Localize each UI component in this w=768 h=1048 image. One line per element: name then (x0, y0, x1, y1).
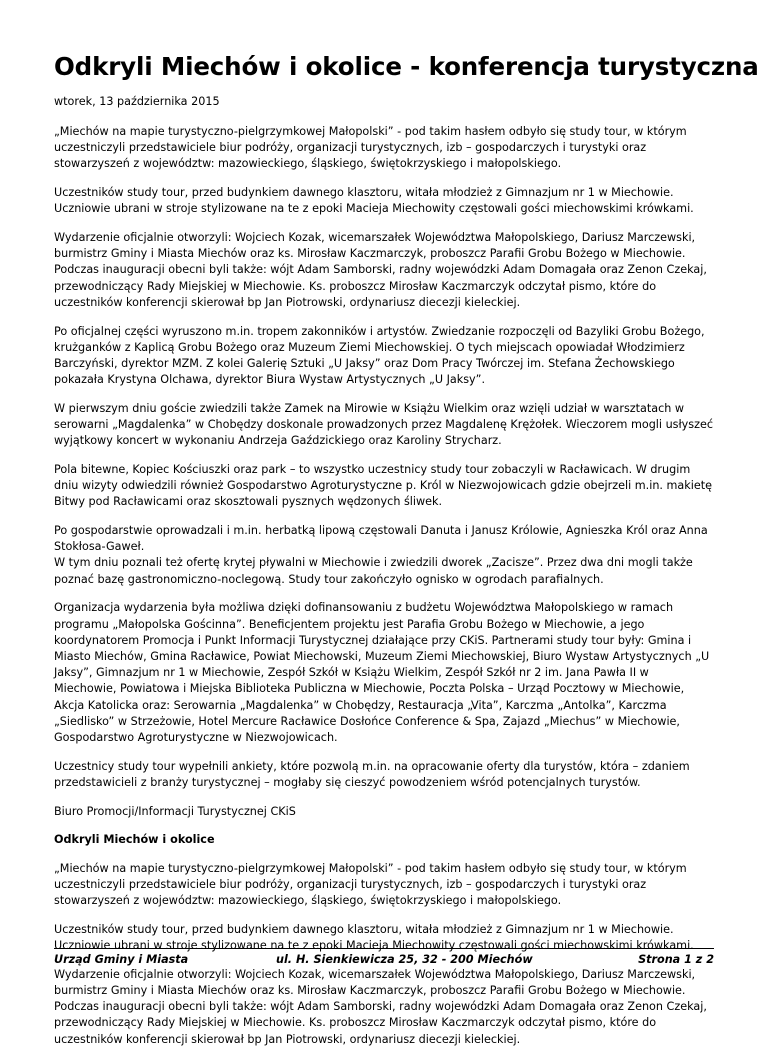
paragraph: Organizacja wydarzenia była możliwa dzięki dofinansowaniu z budżetu Województwa Małopolskiego w ramach programu „Małopolska Gościnna”. Beneficjentem projektu jest Parafia Grobu Bożego w Miechowie, a jego koordynatorem Promocja i Punkt Informacji Turystycznej działające przy CKiS. Partnerami study tour były: Gmina i Miasto Miechów, Gmina Racławice, Powiat Miechowski, Muzeum Ziemi Miechowskiej, Biuro Wystaw Artystycznych „U Jaksy”, Gimnazjum nr 1 w Miechowie, Zespół Szkół w Książu Wielkim, Zespół Szkół nr 2 im. Jana Pawła II w Miechowie, Powiatowa i Miejska Biblioteka Publiczna w Miechowie, Poczta Polska – Urząd Pocztowy w Miechowie, Akcja Katolicka oraz: Serowarnia „Magdalenka” w Chobędzy, Restauracja „Vita”, Karczma „Antolka”, Karczma „Siedlisko” w Strzeżowie, Hotel Mercure Racławice Dosłońce Conference & Spa, Zajazd „Miechus” w Miechowie, Gospodarstwo Agroturystyczne w Niezwojowicach. (54, 601, 710, 744)
footer-address: ul. H. Sienkiewicza 25, 32 - 200 Miechów (276, 953, 533, 966)
paragraph: „Miechów na mapie turystyczno-pielgrzymkowej Małopolski” - pod takim hasłem odbyło się study tour, w którym uczestniczyli przedstawiciele biur podróży, organizacji turystycznych, izb – gospodarczych i turystyki oraz stowarzyszeń z województw: mazowieckiego, śląskiego, świętokrzyskiego i małopolskiego. (54, 861, 687, 908)
paragraph: Wydarzenie oficjalnie otworzyli: Wojciech Kozak, wicemarszałek Województwa Małopolskiego, Dariusz Marczewski, burmistrz Gminy i Miasta Miechów oraz ks. Mirosław Kaczmarczyk, proboszcz Parafii Grobu Bożego w Miechowie. Podczas inauguracji obecni byli także: wójt Adam Samborski, radny wojewódzki Adam Domagała oraz Zenon Czekaj, przewodniczący Rady Miejskiej w Miechowie. Ks. proboszcz Mirosław Kaczmarczyk odczytał pismo, które do uczestników konferencji skierował bp Jan Piotrowski, ordynariusz diecezji kieleckiej. (54, 967, 707, 1046)
footer-institution: Urząd Gminy i Miasta (54, 953, 189, 966)
paragraph: Wydarzenie oficjalnie otworzyli: Wojciech Kozak, wicemarszałek Województwa Małopolskiego, Dariusz Marczewski, burmistrz Gminy i Miasta Miechów oraz ks. Mirosław Kaczmarczyk, proboszcz Parafii Grobu Bożego w Miechowie. Podczas inauguracji obecni byli także: wójt Adam Samborski, radny wojewódzki Adam Domagała oraz Zenon Czekaj, przewodniczący Rady Miejskiej w Miechowie. Ks. proboszcz Mirosław Kaczmarczyk odczytał pismo, które do uczestników konferencji skierował bp Jan Piotrowski, ordynariusz diecezji kieleckiej. (54, 231, 707, 309)
paragraph: W pierwszym dniu goście zwiedzili także Zamek na Mirowie w Książu Wielkim oraz wzięli udział w warsztatach w serowarni „Magdalenka” w Chobędzy doskonale prowadzonych przez Magdalenę Krężołek. Wieczorem mogli usłyszeć wyjątkowy koncert w wykonaniu Andrzeja Gaździckiego oraz Karoliny Strycharz. (54, 401, 714, 448)
paragraph: Po gospodarstwie oprowadzali i m.in. herbatką lipową częstowali Danuta i Janusz Królowie, Agnieszka Król oraz Anna Stokłosa-Gaweł. W tym dniu poznali też ofertę krytej pływalni w Miechowie i zwiedzili dworek „Zacisze”. Przez dwa dni mogli także poznać bazę gastronomiczno-noclegową. Study tour zakończyło ognisko w ogrodach parafialnych. (54, 524, 708, 586)
paragraph: Uczestników study tour, przed budynkiem dawnego klasztoru, witała młodzież z Gimnazjum nr 1 w Miechowie. Uczniowie ubrani w stroje stylizowane na te z epoki Macieja Miechowity częstowali gości miechowskimi krówkami. (54, 186, 694, 216)
paragraph: Po oficjalnej części wyruszono m.in. tropem zakonników i artystów. Zwiedzanie rozpoczęli od Bazyliki Grobu Bożego, krużganków z Kaplicą Grobu Bożego oraz Muzeum Ziemi Miechowskiej. O tych miejscach opowiadał Włodzimierz Barczyński, dyrektor MZM. Z kolei Galerię Sztuki „U Jaksy” oraz Dom Pracy Twórczej im. Stefana Żechowskiego pokazała Krystyna Olchawa, dyrektor Biura Wystaw Artystycznych „U Jaksy”. (54, 324, 705, 387)
paragraph: Pola bitewne, Kopiec Kościuszki oraz park – to wszystko uczestnicy study tour zobaczyli w Racławicach. W drugim dniu wizyty odwiedzili również Gospodarstwo Agroturystyczne p. Król w Niezwojowicach gdzie obejrzeli m.in. makietę Bitwy pod Racławicami oraz skosztowali pysznych wędzonych śliwek. (54, 462, 713, 509)
paragraph: Uczestnicy study tour wypełnili ankiety, które pozwolą m.in. na opracowanie oferty dla turystów, która – zdaniem przedstawicieli z branży turystycznej – mogłaby się cieszyć powodzeniem wśród potencjalnych turystów. (54, 759, 690, 789)
article (54, 50, 759, 1048)
paragraph: „Miechów na mapie turystyczno-pielgrzymkowej Małopolski” - pod takim hasłem odbyło się study tour, w którym uczestniczyli przedstawiciele biur podróży, organizacji turystycznych, izb – gospodarczych i turystyki oraz stowarzyszeń z województw: mazowieckiego, śląskiego, świętokrzyskiego i małopolskiego. (54, 125, 687, 171)
section-heading: Odkryli Miechów i okolice (54, 833, 215, 847)
article-date: wtorek, 13 października 2015 (54, 95, 220, 108)
paragraph: Uczestników study tour, przed budynkiem dawnego klasztoru, witała młodzież z Gimnazjum nr 1 w Miechowie. Uczniowie ubrani w stroje stylizowane na te z epoki Macieja Miechowity częstowali gości miechowskimi krówkami. (54, 922, 694, 953)
footer-page-number: Strona 1 z 2 (638, 953, 714, 966)
signature: Biuro Promocji/Informacji Turystycznej CKiS (54, 804, 296, 818)
page-footer (54, 948, 714, 967)
article-title: Odkryli Miechów i okolice - konferencja turystyczna (54, 52, 759, 81)
